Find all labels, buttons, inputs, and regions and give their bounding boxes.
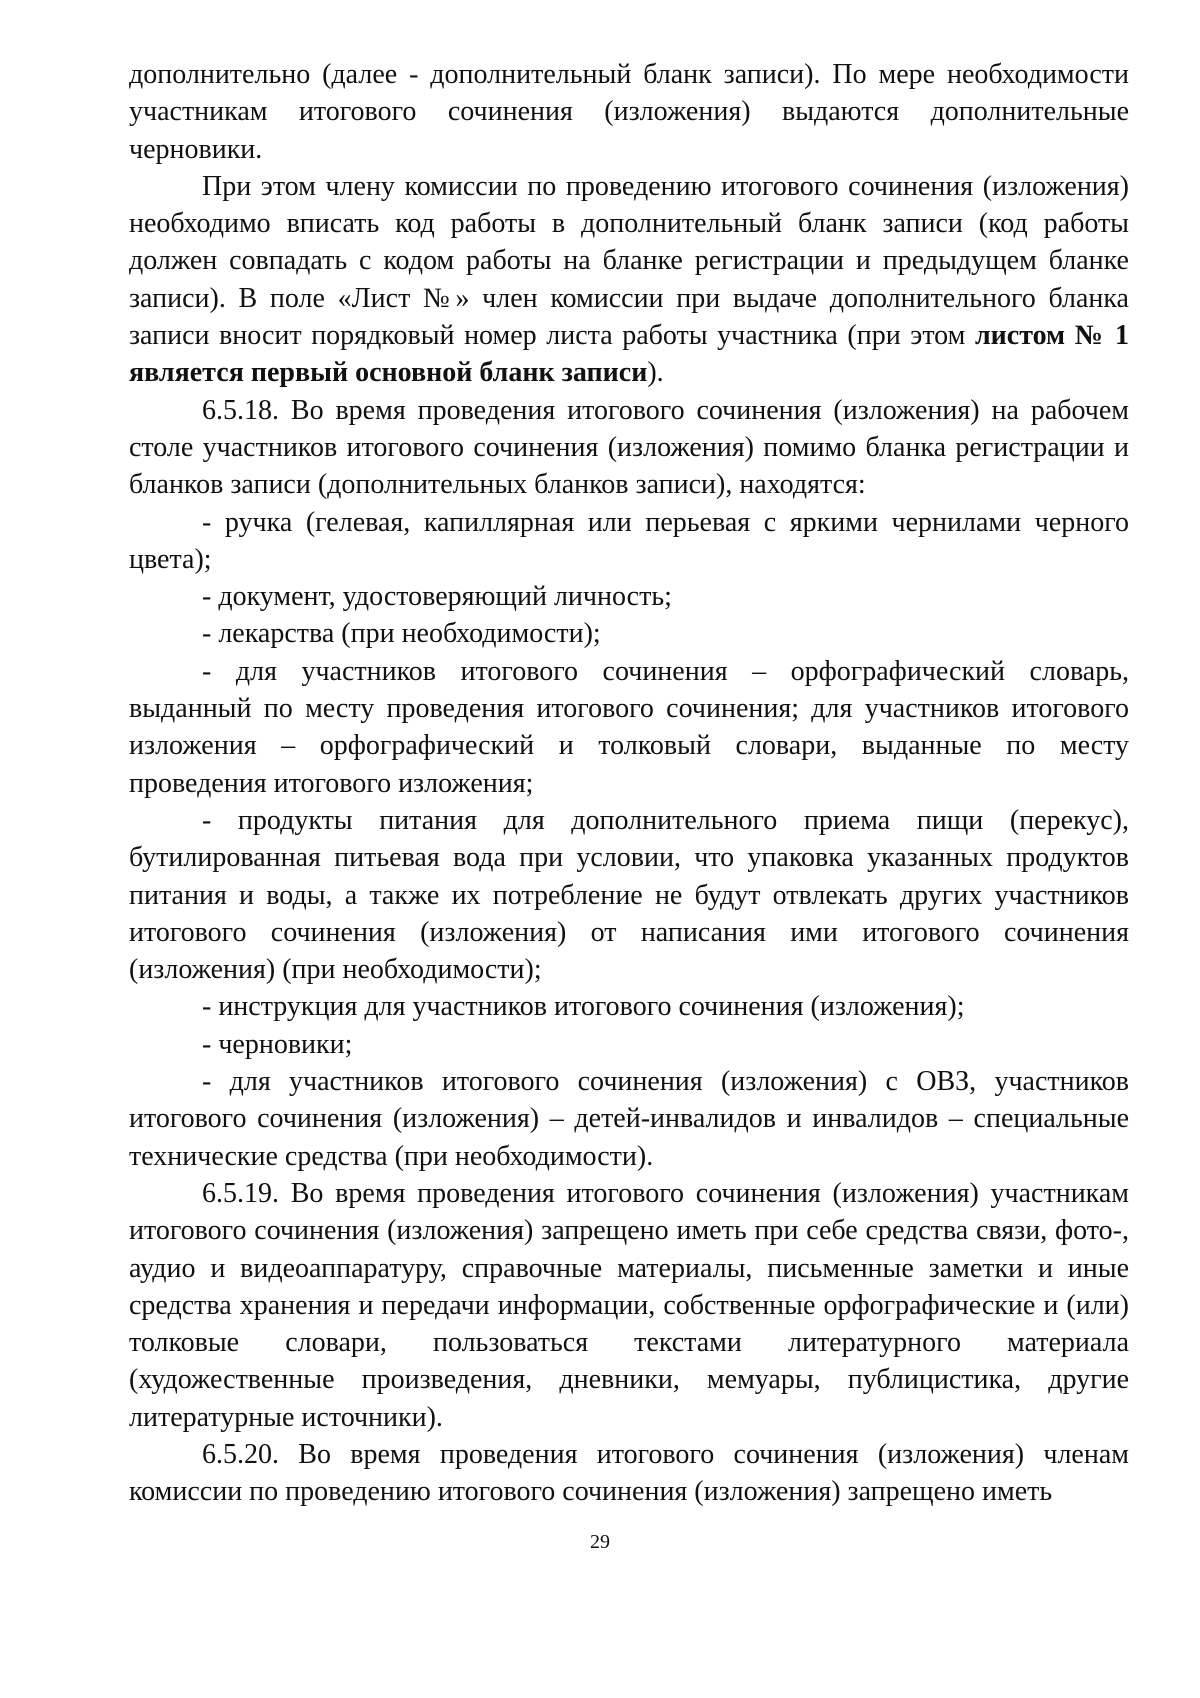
list-item-pen: - ручка (гелевая, капиллярная или перьевая с яркими чернилами черного цвета); [129,506,1129,575]
list-item-special-equipment: - для участников итогового сочинения (изложения) с ОВЗ, участников итогового сочинения (изложения) – детей-инвалидов и инвалидов – специальные технические средства (при необходимости). [129,1066,1129,1172]
list-item-dictionaries: - для участников итогового сочинения – орфографический словарь, выданный по месту проведения итогового сочинения; для участников итогового изложения – орфографический и толковый словари, выданные по месту проведения итогового изложения; [129,655,1129,799]
bold-emphasis-text: листом № 1 является первый основной бланк записи [129,320,1129,389]
list-item-instructions: - инструкция для участников итогового сочинения (изложения); [202,991,965,1023]
list-item-medicine: - лекарства (при необходимости); [202,618,601,650]
paragraph-text-end: ). [647,357,664,389]
list-item-drafts: - черновики; [202,1028,353,1060]
paragraph-6-5-18: 6.5.18. Во время проведения итогового сочинения (изложения) на рабочем столе участников итогового сочинения (изложения) помимо бланка регистрации и бланков записи (дополнительных бланков записи), находятся: [129,394,1129,501]
paragraph-6-5-19: 6.5.19. Во время проведения итогового сочинения (изложения) участникам итогового сочинения (изложения) запрещено иметь при себе средства связи, фото-, аудио и видеоаппаратуру, справочные материалы, письменные заметки и иные средства хранения и передачи информации, собственные орфографические и (или) толковые словари, пользоваться текстами литературного материала (художественные произведения, дневники, мемуары, публицистика, другие литературные источники). [129,1177,1129,1433]
paragraph-6-5-20: 6.5.20. Во время проведения итогового сочинения (изложения) членам комиссии по проведению итогового сочинения (изложения) запрещено иметь [129,1438,1129,1508]
paragraph-text: При этом члену комиссии по проведению итогового сочинения (изложения) необходимо вписать код работы в дополнительный бланк записи (код работы должен совпадать с кодом работы на бланке регистрации и предыдущем бланке записи). В поле «Лист №» член комиссии при выдаче дополнительного бланка записи вносит порядковый номер листа работы участника (при этом [129,170,1129,352]
paragraph-continuation: дополнительно (далее - дополнительный бланк записи). По мере необходимости участникам итогового сочинения (изложения) выдаются дополнительные черновики. [129,59,1129,165]
page-number: 29 [590,1531,610,1553]
document-body [129,56,1129,1511]
list-item-id-document: - документ, удостоверяющий личность; [202,581,672,613]
list-item-food-water: - продукты питания для дополнительного приема пищи (перекус), бутилированная питьевая вода при условии, что упаковка указанных продуктов питания и воды, а также их потребление не будут отвлекать других участников итогового сочинения (изложения) от написания ими итогового сочинения (изложения) (при необходимости); [129,804,1129,986]
paragraph-additional-form-code [129,168,1129,392]
